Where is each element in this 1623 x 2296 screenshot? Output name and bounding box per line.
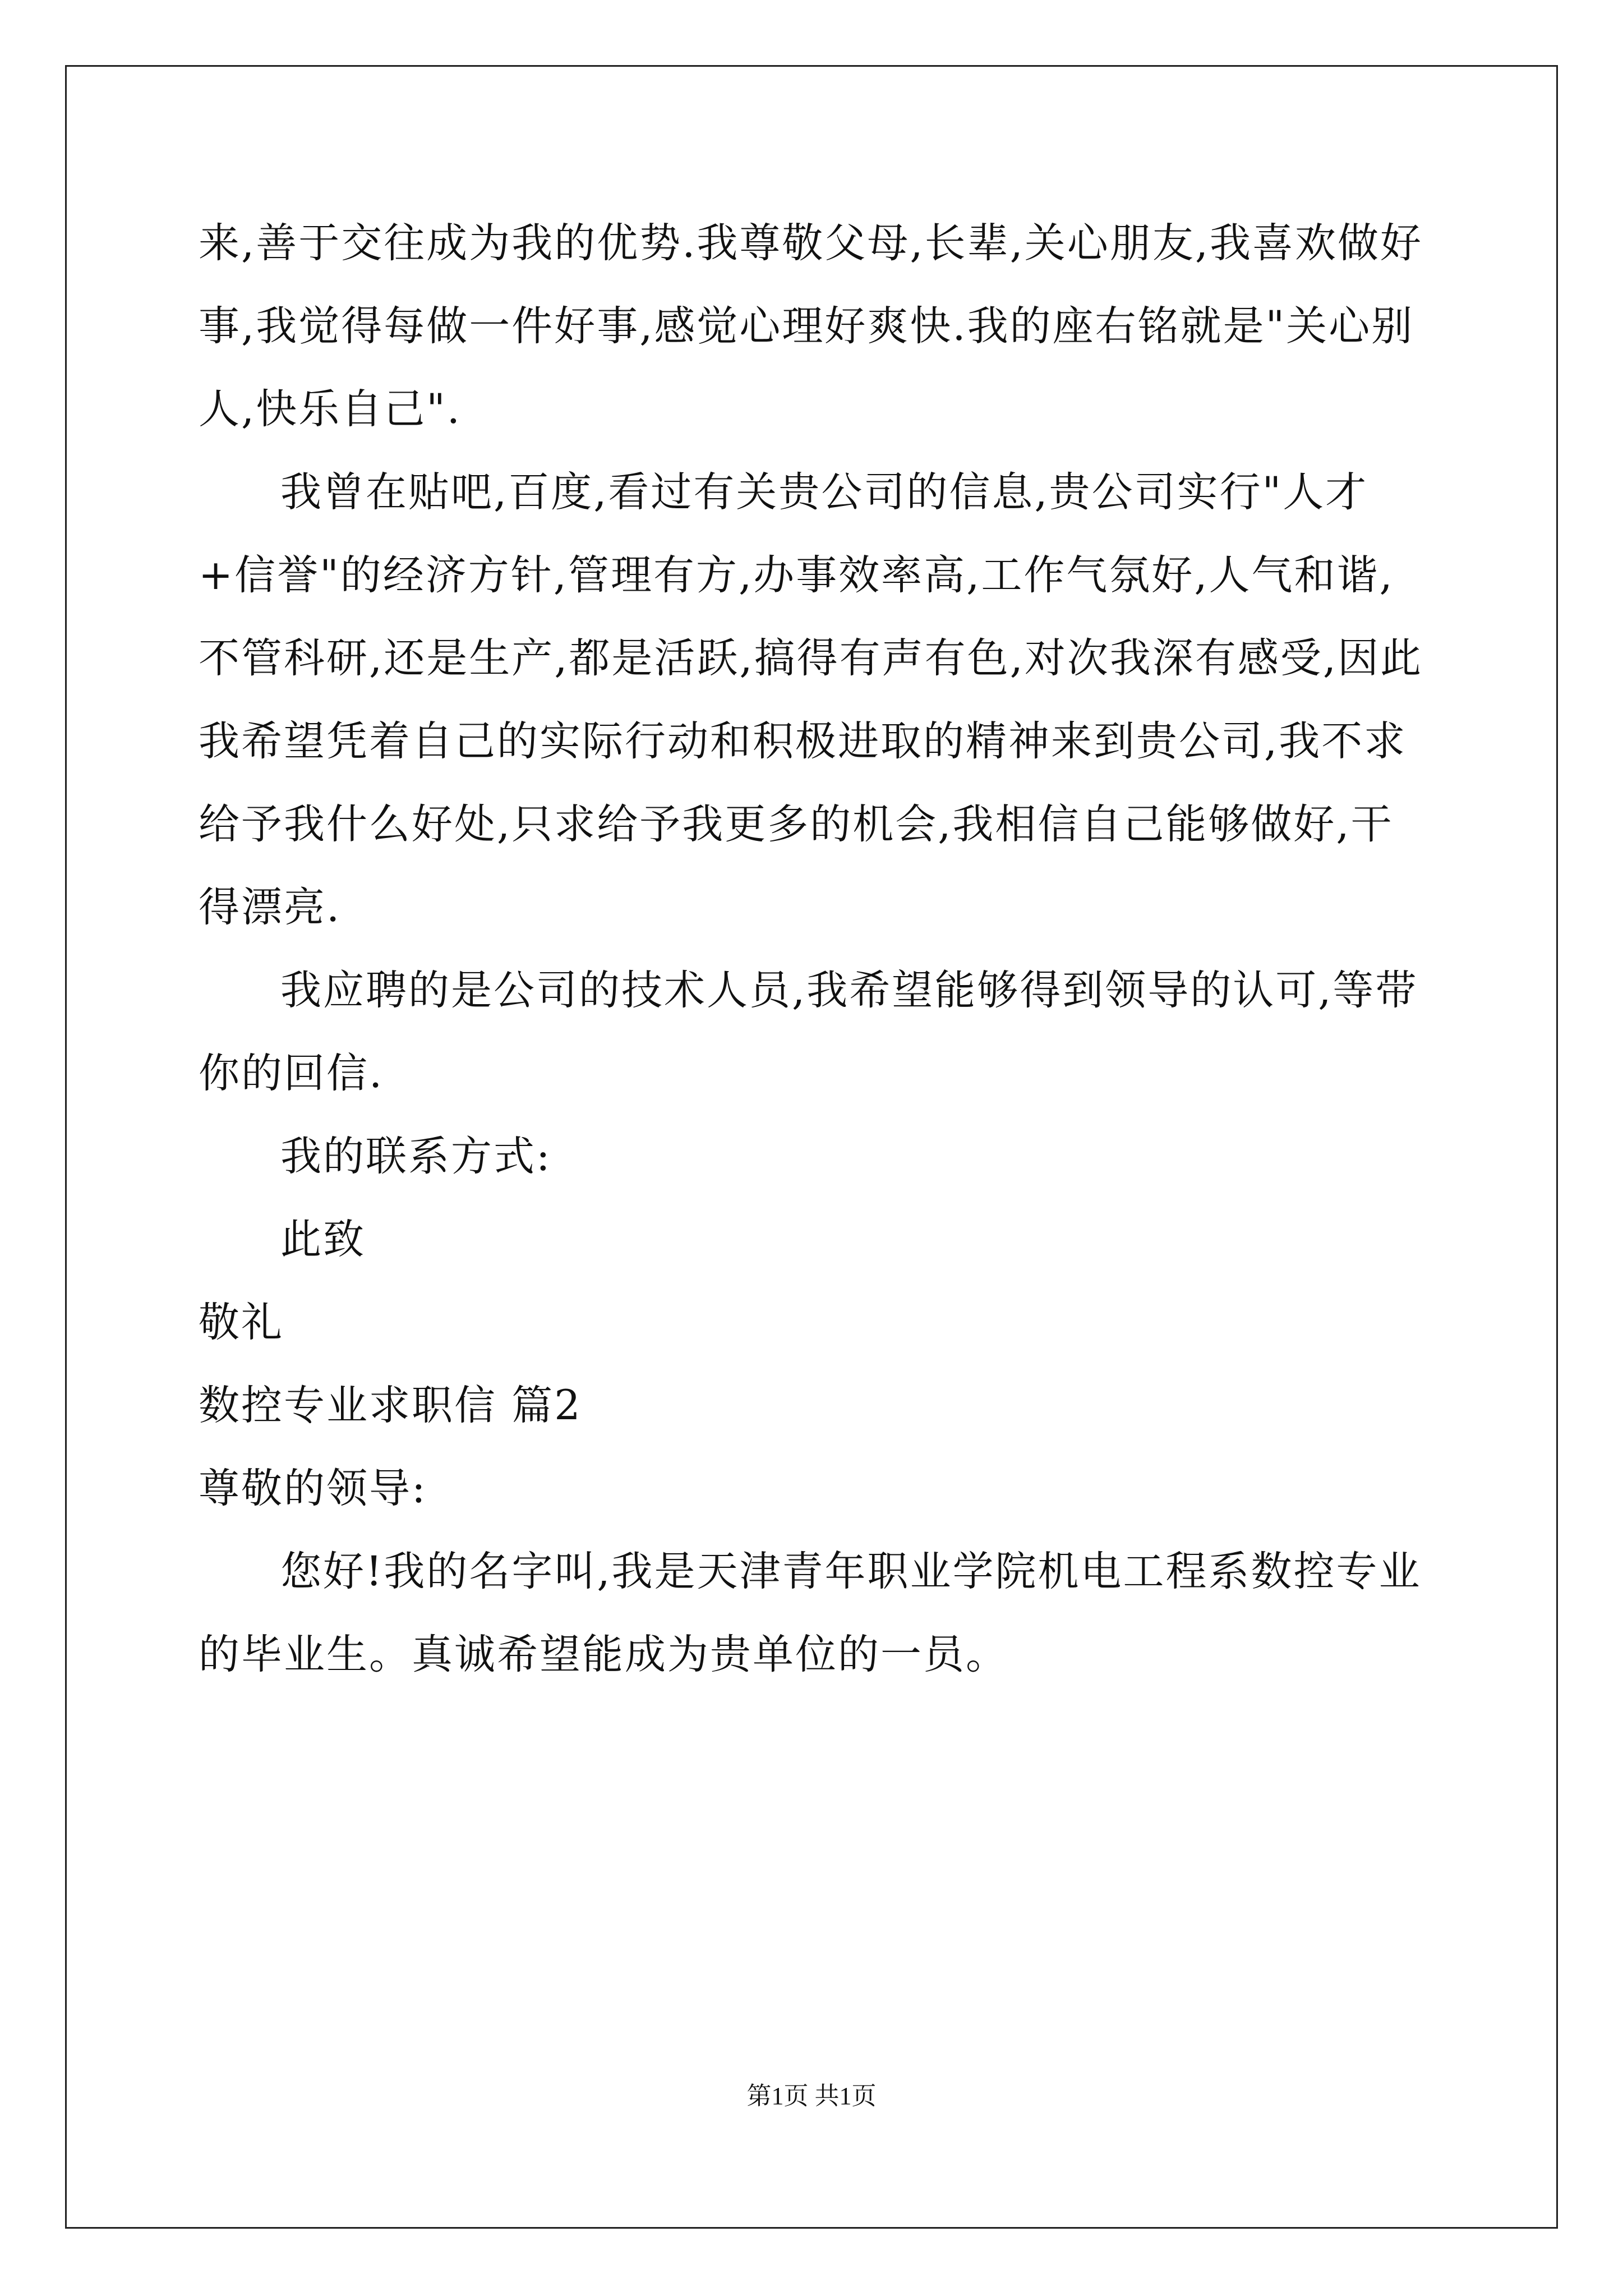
- paragraph: 此致: [280, 1216, 366, 1263]
- page-number-footer: 第1页 共1页: [746, 2082, 877, 2110]
- paragraph: 我应聘的是公司的技术人员,我希望能够得到领导的认可,等带你的回信.: [199, 967, 1418, 1097]
- letter-body: [199, 202, 1432, 1696]
- paragraph: 我曾在贴吧,百度,看过有关贵公司的信息,贵公司实行"人才+信誉"的经济方针,管理有方,办事效率高,工作气氛好,人气和谐,不管科研,还是生产,都是活跃,搞得有声有色,对次我深有感受,因此我希望凭着自己的实际行动和积极进取的精神来到贵公司,我不求给予我什么好处,只求给予我更多的机会,我相信自己能够做好,干得漂亮.: [199, 468, 1423, 931]
- paragraph: 您好!我的名字叫,我是天津青年职业学院机电工程系数控专业的毕业生。真诚希望能成为贵单位的一员。: [199, 1548, 1422, 1678]
- paragraph: 来,善于交往成为我的优势.我尊敬父母,长辈,关心朋友,我喜欢做好事,我觉得每做一件好事,感觉心理好爽快.我的座右铭就是"关心别人,快乐自己".: [199, 219, 1423, 433]
- salutation: 尊敬的领导:: [199, 1465, 427, 1512]
- section-heading: 数控专业求职信 篇2: [199, 1382, 582, 1429]
- paragraph: 敬礼: [199, 1299, 284, 1346]
- paragraph: 我的联系方式:: [280, 1133, 552, 1180]
